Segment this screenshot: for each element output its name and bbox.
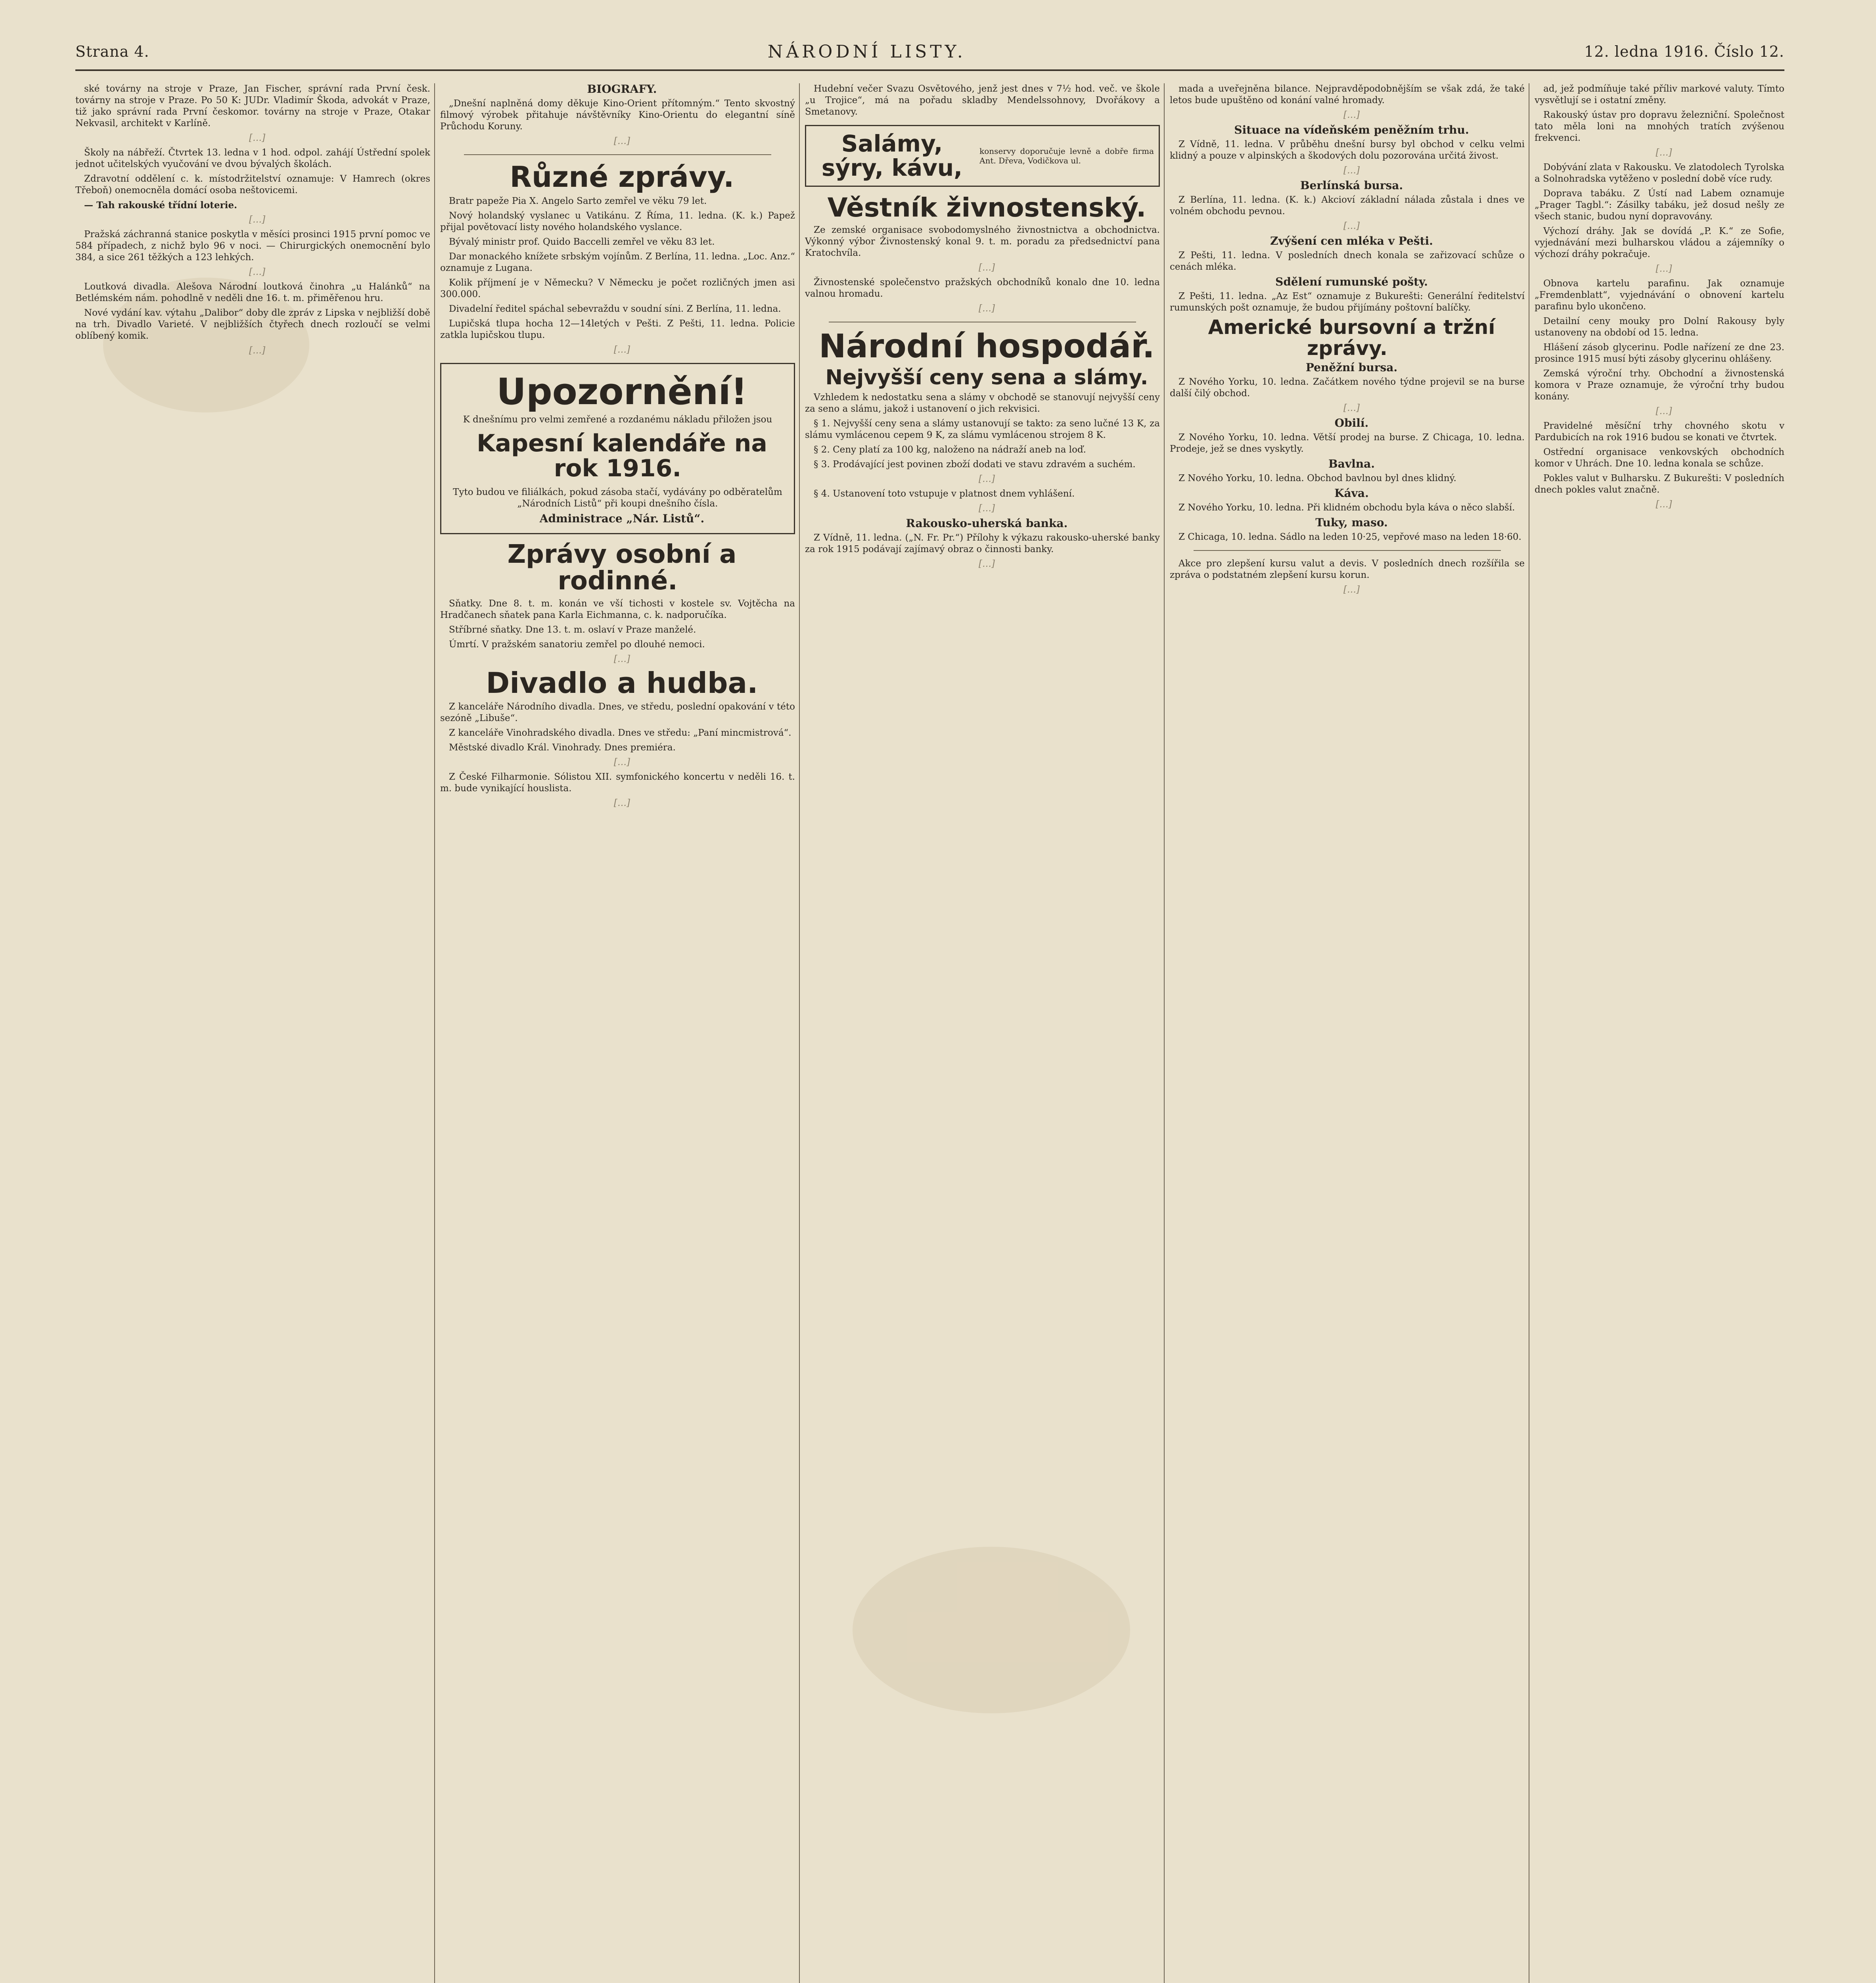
notice-box [440,363,795,535]
article-heading-situace: Situace na vídeňském peněžním trhu. [1234,123,1469,136]
omitted-text: […] [979,303,995,314]
omitted-text: […] [1656,148,1672,158]
article-paragraph: Doprava tabáku. Z Ústí nad Labem oznamuje „Prager Tagbl.“: Zásilky tabáku, jež dosud nešly ze všech stanic, budou nyní dopravovány. [1535,188,1784,222]
omitted-text: […] [979,263,995,273]
omitted-text: […] [614,654,630,664]
omitted-text: […] [249,133,265,143]
article-paragraph: Akce pro zlepšení kursu valut a devis. V posledních dnech rozšířila se zpráva o podstatném zlepšení kursu korun. [1170,558,1525,580]
article-paragraph: mada a uveřejněna bilance. Nejpravděpodobnějším se však zdá, že také letos bude upuštěno od konání valné hromady. [1170,84,1525,105]
article-paragraph: Loutková divadla. Alešova Národní loutková činohra „u Halánků“ na Betlémském nám. pohodlně v neděli dne 16. t. m. přiměřenou hru. [75,282,430,303]
article-heading-banka: Rakousko-uherská banka. [906,516,1068,530]
omitted-text: […] [1343,403,1360,413]
lottery-heading: — Tah rakouské třídní loterie. [84,200,237,211]
article-paragraph: § 2. Ceny platí za 100 kg, naloženo na nádraží aneb na loď. [814,444,1086,455]
administration-signature: Administrace „Nár. Listů“. [539,512,705,525]
omitted-text: […] [1656,264,1672,274]
calendar-text: Tyto budou ve filiálkách, pokud zásoba stačí, vydávány po odběratelům „Národních Listů“ při koupi dnešního čísla. [453,487,782,509]
omitted-text: […] [1656,499,1672,510]
article-paragraph: Výchozí dráhy. Jak se dovídá „P. K.“ ze Sofie, vyjednávání mezi bulharskou vládou a zájemníky o výchozí dráhy pokračuje. [1535,226,1784,259]
article-paragraph: Hlášení zásob glycerinu. Podle nařízení ze dne 23. prosince 1915 musí býti zásoby glycerinu ohlášeny. [1535,342,1784,364]
article-paragraph: Živnostenské společenstvo pražských obchodníků konalo dne 10. ledna valnou hromadu. [805,277,1160,299]
article-paragraph: Pražská záchranná stanice poskytla v měsíci prosinci 1915 první pomoc ve 584 případech, z nichž bylo 96 v noci. — Chirurgických onemocnění bylo 384, a sice 261 těžkých a 123 lehkých. [75,229,430,263]
advertisement [805,125,1160,187]
article-paragraph: § 3. Prodávající jest povinen zboží dodati ve stavu zdravém a suchém. [814,459,1136,470]
article-paragraph: Z Vídně, 11. ledna. („N. Fr. Pr.“) Přílohy k výkazu rakousko-uherské banky za rok 1915 podávají zajímavý obraz o činnosti banky. [805,532,1160,554]
article-paragraph: Bratr papeže Pia X. Angelo Sarto zemřel ve věku 79 let. [449,196,707,206]
article-paragraph: Vzhledem k nedostatku sena a slámy v obchodě se stanovují nejvyšší ceny za seno a slámu, jakož i ustanovení o jich rekvisici. [805,392,1160,414]
omitted-text: […] [1656,406,1672,416]
article-paragraph: Pravidelné měsíční trhy chovného skotu v Pardubicích na rok 1916 budou se konati ve čtvrtek. [1535,421,1784,443]
article-paragraph: Stříbrné sňatky. Dne 13. t. m. oslaví v Praze manželé. [449,624,696,635]
article-paragraph: Z Nového Yorku, 10. ledna. Větší prodej na burse. Z Chicaga, 10. ledna. Prodeje, jež se dnes vyskytly. [1170,432,1525,454]
omitted-text: […] [1343,221,1360,231]
article-paragraph: Z Nového Yorku, 10. ledna. Začátkem nového týdne projevil se na burse další čilý obchod. [1170,377,1525,399]
section-heading-ruzne: Různé zprávy. [510,160,734,194]
column-4 [1170,83,1525,1983]
article-paragraph: Zemská výroční trhy. Obchodní a živnostenská komora v Praze oznamuje, že výroční trhy budou konány. [1535,368,1784,402]
article-paragraph: Lupičská tlupa hocha 12—14letých v Pešti. Z Pešti, 11. ledna. Policie zatkla lupičskou tlupu. [440,318,795,340]
article-paragraph: „Dnešní naplněná domy děkuje Kino-Orient přítomným.“ Tento skvostný filmový výrobek přitahuje návštěvníky Kino-Orientu do elegantní síně Průchodu Koruny. [440,98,795,132]
subheading-bavlna: Bavlna. [1328,457,1375,470]
article-paragraph: ské továrny na stroje v Praze, Jan Fischer, správní rada První česk. továrny na stroje v Praze. Po 50 K: JUDr. Vladimír Škoda, advokát v Praze, tiž jako správní rada První českomor. továrny na stroje v Praze, Otakar Nekvasil, architekt v Karlíně. [75,84,430,128]
article-paragraph: Divadelní ředitel spáchal sebevraždu v soudní síni. Z Berlína, 11. ledna. [449,303,781,314]
notice-text: K dnešnímu pro velmi zemřené a rozdanému nákladu přiložen jsou [463,414,772,425]
article-paragraph: Ze zemské organisace svobodomyslného živnostnictva a obchodnictva. Výkonný výbor Živnostenský konal 9. t. m. poradu za předsednictví pana Kratochvíla. [805,225,1160,259]
section-heading-biografy: BIOGRAFY. [587,83,657,96]
article-heading-ceny: Nejvyšší ceny sena a slámy. [825,366,1148,390]
article-paragraph: Z Pešti, 11. ledna. V posledních dnech konala se zařizovací schůze o cenách mléka. [1170,250,1525,272]
omitted-text: […] [614,344,630,355]
ad-text: konservy doporučuje levně a dobře firma Ant. Dřeva, Vodičkova ul. [979,146,1154,165]
section-heading-americke: Americké bursovní a tržní zprávy. [1208,316,1495,360]
article-heading-posta: Sdělení rumunské pošty. [1275,275,1428,288]
article-paragraph: Sňatky. Dne 8. t. m. konán ve vší tichosti v kostele sv. Vojtěcha na Hradčanech sňatek pana Karla Eichmanna, c. k. nadporučíka. [440,598,795,620]
section-heading-osobni: Zprávy osobní a rodinné. [507,540,737,596]
article-paragraph: Z Chicaga, 10. ledna. Sádlo na leden 10·25, vepřové maso na leden 18·60. [1178,532,1521,542]
column-1 [75,83,430,1983]
subheading-tuky: Tuky, maso. [1315,516,1388,529]
article-paragraph: Z České Filharmonie. Sólistou XII. symfonického koncertu v neděli 16. t. m. bude vynikající houslista. [440,772,795,794]
issue-date: 12. ledna 1916. Číslo 12. [1584,43,1784,60]
article-paragraph: Ostřední organisace venkovských obchodních komor v Uhrách. Dne 10. ledna konala se schůze. [1535,447,1784,469]
newspaper-title: NÁRODNÍ LISTY. [767,41,966,62]
column-5 [1535,83,1784,1983]
article-paragraph: Z Vídně, 11. ledna. V průběhu dnešní bursy byl obchod v celku velmi klidný a pouze v alpinských a škodových dolu pozorována určitá živost. [1170,139,1525,161]
article-paragraph: Zdravotní oddělení c. k. místodržitelství oznamuje: V Hamrech (okres Třeboň) onemocněla domácí osoba neštovicemi. [75,174,430,196]
column-2 [440,83,795,1983]
article-paragraph: ad, jež podmíňuje také příliv markové valuty. Tímto vysvětlují se i ostatní změny. [1535,84,1784,105]
article-paragraph: Nový holandský vyslanec u Vatikánu. Z Říma, 11. ledna. (K. k.) Papež přijal povětovací listy nového holandského vyslance. [440,210,795,232]
article-heading-berlin: Berlínská bursa. [1300,179,1403,192]
omitted-text: […] [979,474,995,484]
article-paragraph: Úmrtí. V pražském sanatoriu zemřel po dlouhé nemoci. [449,639,705,650]
notice-heading: Upozornění! [496,370,747,413]
subheading-penezni: Peněžní bursa. [1305,361,1398,374]
subheading-obili: Obilí. [1334,416,1369,430]
article-paragraph: Z Pešti, 11. ledna. „Az Est“ oznamuje z Bukurešti: Generální ředitelství rumunských pošt oznamuje, že budou přijímány poštovní balíčky. [1170,291,1525,313]
article-paragraph: Nové vydání kav. výtahu „Dalibor“ doby dle zpráv z Lipska v nejbližší době na trh. Divadlo Varieté. V nejbližších čtyřech dnech rozloučí se velmi oblíbený komik. [75,308,430,341]
article-paragraph: Dar monackého knížete srbským vojínům. Z Berlína, 11. ledna. „Loc. Anz.“ oznamuje z Lugana. [440,251,795,273]
section-heading-divadlo: Divadlo a hudba. [486,666,758,700]
subheading-kava: Káva. [1334,487,1369,500]
article-paragraph: § 1. Nejvyšší ceny sena a slámy ustanovují se takto: za seno lučné 13 K, za slámu vymlácenou cepem 9 K, za slámu vymlácenou strojem 8 K. [805,418,1160,440]
omitted-text: […] [1343,585,1360,595]
column-divider [799,83,800,1983]
omitted-text: […] [614,136,630,146]
omitted-text: […] [249,345,265,356]
section-heading-hospodar: Národní hospodář. [819,328,1155,366]
article-paragraph: Z Nového Yorku, 10. ledna. Obchod bavlnou byl dnes klidný. [1178,473,1456,483]
omitted-text: […] [1343,110,1360,120]
header-rule [75,69,1784,71]
omitted-text: […] [249,267,265,277]
column-divider [1164,83,1165,1983]
omitted-text: […] [979,558,995,569]
article-paragraph: Pokles valut v Bulharsku. Z Bukurešti: V posledních dnech pokles valut značně. [1535,473,1784,495]
ad-heading: Salámy, sýry, kávu, [821,130,963,181]
omitted-text: […] [979,503,995,514]
column-3 [805,83,1160,1983]
article-paragraph: Dobývání zlata v Rakousku. Ve zlatodolech Tyrolska a Solnohradska vytěženo v poslední době více rudy. [1535,162,1784,184]
column-divider [434,83,435,1983]
omitted-text: […] [249,215,265,225]
section-heading-vestnik: Věstník živnostenský. [827,192,1146,223]
article-paragraph: Detailní ceny mouky pro Dolní Rakousy byly ustanoveny na období od 15. ledna. [1535,316,1784,338]
article-paragraph: Hudební večer Svazu Osvětového, jenž jest dnes v 7½ hod. več. ve škole „u Trojice“, má na pořadu skladby Mendelssohnovy, Dvořákovy a Smetanovy. [805,84,1160,117]
article-heading-mleko: Zvýšení cen mléka v Pešti. [1270,234,1433,247]
omitted-text: […] [614,798,630,809]
page-header [75,38,1784,65]
article-paragraph: Z Berlína, 11. ledna. (K. k.) Akcioví základní nálada zůstala i dnes ve volném obchodu pevnou. [1170,195,1525,217]
omitted-text: […] [1343,165,1360,176]
article-paragraph: Z kanceláře Vinohradského divadla. Dnes ve středu: „Paní mincmistrová“. [449,728,791,738]
page-number: Strana 4. [75,43,149,60]
divider [1194,550,1501,551]
article-paragraph: Obnova kartelu parafinu. Jak oznamuje „Fremdenblatt“, vyjednávání o obnovení kartelu parafinu bylo ukončeno. [1535,278,1784,312]
article-paragraph: Kolik příjmení je v Německu? V Německu je počet rozličných jmen asi 300.000. [440,277,795,299]
article-paragraph: Z kanceláře Národního divadla. Dnes, ve středu, poslední opakování v této sezóně „Libuše“. [440,702,795,724]
article-paragraph: Bývalý ministr prof. Quido Baccelli zemřel ve věku 83 let. [449,236,715,247]
article-paragraph: § 4. Ustanovení toto vstupuje v platnost dnem vyhlášení. [814,488,1075,499]
article-paragraph: Rakouský ústav pro dopravu železniční. Společnost tato měla loni na mnohých tratích zvýšenou frekvenci. [1535,110,1784,143]
article-paragraph: Z Nového Yorku, 10. ledna. Při klidném obchodu byla káva o něco slabší. [1178,502,1515,513]
divider [464,154,771,155]
omitted-text: […] [614,757,630,768]
article-paragraph: Městské divadlo Král. Vinohrady. Dnes premiéra. [449,742,676,753]
calendar-heading: Kapesní kalendáře na rok 1916. [477,430,767,483]
article-paragraph: Školy na nábřeží. Čtvrtek 13. ledna v 1 hod. odpol. zahájí Ústřední spolek jednot učitelských vyučování ve dvou bývalých školách. [75,148,430,169]
